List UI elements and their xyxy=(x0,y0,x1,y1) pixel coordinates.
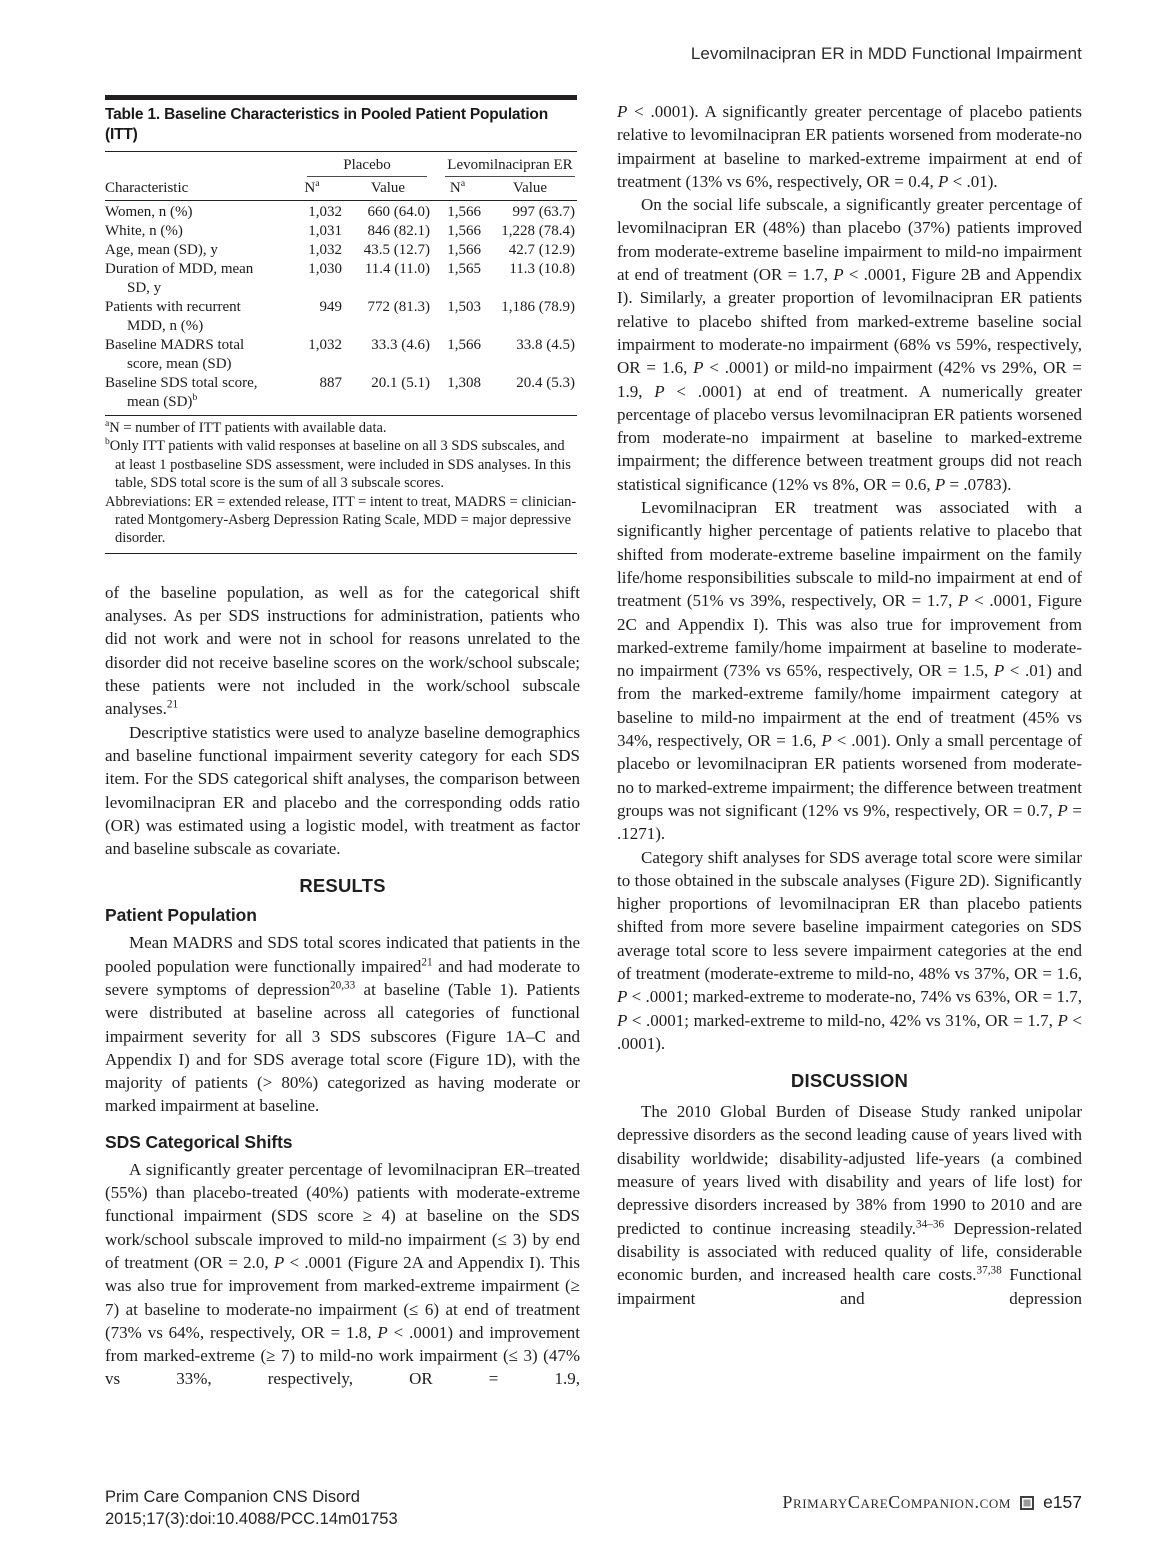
table-header-row xyxy=(105,177,577,201)
cell-placebo-value: 20.1 (5.1) xyxy=(371,375,430,391)
journal-doi: 2015;17(3):doi:10.4088/PCC.14m01753 xyxy=(105,1509,398,1528)
cell-placebo-value: 660 (64.0) xyxy=(367,204,430,220)
table-row xyxy=(105,374,577,412)
header-placebo-n: $N^a$ xyxy=(304,178,320,196)
paragraph-sds-shifts: A significantly greater percentage of levomilnacipran ER–treated (55%) than placebo-treated (40%) patients with moderate-extreme functional impairment (SDS score ≥ 4) at baseline on the SDS work/school subscale improved to mild-no impairment (≤ 3) by end of treatment (OR = 2.0, P < .0001 (Figure 2A and Appendix I). This was also true for improvement from marked-extreme impairment (≥ 7) at baseline to moderate-no impairment (≤ 6) at end of treatment (73% vs 64%, respectively, OR = 1.8, P < .0001) and improvement from marked-extreme (≥ 7) to mild-no work impairment (≤ 3) (47% vs 33%, respectively, OR = 1.9, xyxy=(105,1159,580,1389)
cell-lev-value: 997 (63.7) xyxy=(512,204,575,220)
cell-lev-value: 1,228 (78.4) xyxy=(501,223,575,239)
cell-characteristic: Patients with recurrent MDD, n (%) xyxy=(105,299,241,334)
page-number: e157 xyxy=(1043,1492,1082,1512)
cell-lev-n: 1,566 xyxy=(447,223,481,239)
running-head: Levomilnacipran ER in MDD Functional Impairment xyxy=(690,44,1082,63)
paragraph-category-shift: Category shift analyses for SDS average total score were similar to those obtained in the subscale analyses (Figure 2D). Significantly higher proportions of levomilnacipran ER than placebo patients shifted from more severe baseline impairment categories on SDS average total score to less severe impairment categories at the end of treatment (moderate-extreme to mild-no, 48% vs 37%, OR = 1.6, P < .0001; marked-extreme to moderate-no, 74% vs 63%, OR = 1.7, P < .0001; marked-extreme to mild-no, 42% vs 31%, OR = 1.7, P < .0001). xyxy=(617,847,1082,1053)
paragraph-patient-population: Mean MADRS and SDS total scores indicated that patients in the pooled population were functionally impaired$^{21}$ and had moderate to severe symptoms of depression$^{20,33}$ at baseline (Table 1). Patients were distributed at baseline across all categories of functional impairment severity for all 3 SDS subscores (Figure 1A–C and Appendix I) and for SDS average total score (Figure 1D), with the majority of patients (> 80%) categorized as having moderate or marked impairment at baseline. xyxy=(105,933,581,1116)
footer-journal-citation xyxy=(105,1487,398,1530)
cell-lev-value: 11.3 (10.8) xyxy=(509,261,575,277)
left-column xyxy=(105,95,580,1391)
column-group-levomilnacipran: Levomilnacipran ER xyxy=(445,156,575,177)
cell-placebo-n: 1,030 xyxy=(308,261,342,277)
cell-characteristic: Duration of MDD, mean SD, y xyxy=(105,261,254,296)
cell-placebo-n: 1,032 xyxy=(308,242,342,258)
spanner-spacer xyxy=(105,156,280,177)
header-characteristic: Characteristic xyxy=(105,180,189,196)
table-row xyxy=(105,241,577,260)
square-bullet-icon xyxy=(1020,1496,1034,1510)
patient-population-heading: Patient Population xyxy=(105,905,257,926)
table-1 xyxy=(105,95,577,554)
cell-lev-value: 1,186 (78.9) xyxy=(501,299,575,315)
header-placebo-value: Value xyxy=(370,180,406,196)
cell-placebo-value: 772 (81.3) xyxy=(367,299,430,315)
right-column xyxy=(617,100,1082,1310)
cell-lev-n: 1,308 xyxy=(447,375,481,391)
table-row xyxy=(105,260,577,298)
spacer xyxy=(105,554,580,581)
column-group-placebo: Placebo xyxy=(307,156,427,177)
cell-lev-n: 1,503 xyxy=(447,299,481,315)
footnote-b: $^b$Only ITT patients with valid responses at baseline on all 3 SDS subscales, and at least 1 postbaseline SDS assessment, were included in SDS analyses. In this table, SDS total score is the sum of all 3 subscale scores. xyxy=(105,436,571,492)
cell-lev-n: 1,566 xyxy=(447,204,481,220)
table-row xyxy=(105,222,577,241)
paragraph-discussion: The 2010 Global Burden of Disease Study ranked unipolar depressive disorders as the second leading cause of years lived with disability worldwide; disability-adjusted life-years (a combined measure of years lived with disability and years of life lost) for depressive disorders increased by 38% from 1990 to 2010 and are predicted to continue increasing steadily.$^{34-36}$ Depression-related disability is associated with reduced quality of life, considerable economic burden, and increased health care costs.$^{37,38}$ Functional impairment and depression xyxy=(617,1102,1083,1308)
cell-placebo-n: 1,031 xyxy=(308,223,342,239)
cell-placebo-value: 846 (82.1) xyxy=(367,223,430,239)
paragraph-social-life: On the social life subscale, a significantly greater percentage of levomilnacipran ER (48%) than placebo (37%) patients improved from moderate-extreme baseline impairment to mild-no impairment at end of treatment (OR = 1.7, P < .0001, Figure 2B and Appendix I). Similarly, a greater proportion of levomilnacipran ER patients relative to placebo shifted from marked-extreme baseline social impairment to moderate-no impairment (68% vs 59%, respectively, OR = 1.6, P < .0001) or mild-no impairment (42% vs 29%, OR = 1.9, P < .0001) at end of treatment. A numerically greater percentage of placebo versus levomilnacipran ER patients worsened from moderate-no impairment at baseline to marked-extreme impairment; the difference between treatment groups did not reach statistical significance (12% vs 8%, OR = 0.6, P = .0783). xyxy=(617,195,1083,494)
footnote-abbreviations: Abbreviations: ER = extended release, ITT = intent to treat, MADRS = clinician-rated Montgomery-Asberg Depression Rating Scale, MDD = major depressive disorder. xyxy=(105,493,577,547)
table-title: Table 1. Baseline Characteristics in Pooled Patient Population (ITT) xyxy=(105,100,577,152)
cell-characteristic: Age, mean (SD), y xyxy=(105,242,218,258)
paragraph-family-life: Levomilnacipran ER treatment was associated with a significantly higher percentage of patients relative to placebo that shifted from moderate-extreme baseline impairment on the family life/home responsibilities subscale to mild-no impairment at end of treatment (51% vs 39%, respectively, OR = 1.7, P < .0001, Figure 2C and Appendix I). This was also true for improvement from marked-extreme family/home impairment at baseline to moderate-no impairment (73% vs 65%, respectively, OR = 1.5, P < .01) and from the marked-extreme family/home impairment category at baseline to mild-no impairment at the end of treatment (45% vs 34%, respectively, OR = 1.6, P < .001). Only a small percentage of placebo or levomilnacipran ER patients worsened from moderate-no to marked-extreme impairment; the difference between treatment groups was not significant (12% vs 9%, respectively, OR = 0.7, P = .1271). xyxy=(617,498,1082,844)
sds-categorical-shifts-heading: SDS Categorical Shifts xyxy=(105,1131,293,1152)
cell-characteristic: Women, n (%) xyxy=(105,204,193,220)
cell-placebo-n: 1,032 xyxy=(308,204,342,220)
cell-lev-value: 20.4 (5.3) xyxy=(516,375,575,391)
cell-lev-n: 1,565 xyxy=(447,261,481,277)
paragraph-worsened: P < .0001). A significantly greater percentage of placebo patients relative to levomilnacipran ER patients worsened from moderate-no impairment at baseline to marked-extreme impairment at end of treatment (13% vs 6%, respectively, OR = 0.4, P < .01). xyxy=(617,102,1082,191)
journal-name: Prim Care Companion CNS Disord xyxy=(105,1488,360,1506)
results-heading: RESULTS xyxy=(299,875,386,897)
cell-characteristic: Baseline SDS total score, mean (SD)$^b$ xyxy=(105,375,258,410)
discussion-heading: DISCUSSION xyxy=(790,1070,909,1092)
cell-placebo-value: 43.5 (12.7) xyxy=(363,242,430,258)
table-spanner-row xyxy=(105,152,577,177)
cell-placebo-value: 33.3 (4.6) xyxy=(371,337,430,353)
cell-placebo-value: 11.4 (11.0) xyxy=(364,261,430,277)
paragraph-descriptive-statistics: Descriptive statistics were used to analyze baseline demographics and baseline functional impairment severity category for each SDS item. For the SDS categorical shift analyses, the comparison between levomilnacipran ER and placebo and the corresponding odds ratio (OR) was estimated using a logistic model, with treatment as factor and baseline subscale as covariate. xyxy=(105,722,580,859)
cell-lev-value: 33.8 (4.5) xyxy=(516,337,575,353)
footnote-a: $^a$N = number of ITT patients with available data. xyxy=(105,418,387,436)
cell-lev-n: 1,566 xyxy=(447,337,481,353)
cell-placebo-n: 949 xyxy=(319,299,342,315)
table-body xyxy=(105,201,577,415)
table-row xyxy=(105,298,577,336)
cell-characteristic: Baseline MADRS total score, mean (SD) xyxy=(105,337,245,372)
table-row xyxy=(105,336,577,374)
paragraph-methods-continuation: of the baseline population, as well as for the categorical shift analyses. As per SDS instructions for administration, patients who did not work and were not in school for reasons unrelated to the disorder did not receive baseline scores on the work/school subscale; these patients were not included in the work/school subscale analyses.$^{21}$ xyxy=(105,582,580,719)
header-lev-value: Value xyxy=(512,180,548,196)
cell-lev-n: 1,566 xyxy=(447,242,481,258)
header-lev-n: $N^a$ xyxy=(449,178,466,196)
site-name: PrimaryCareCompanion.com xyxy=(782,1492,1012,1512)
footer-site-page xyxy=(782,1492,1082,1513)
cell-characteristic: White, n (%) xyxy=(105,223,183,239)
table-row xyxy=(105,203,577,222)
cell-lev-value: 42.7 (12.9) xyxy=(508,242,575,258)
cell-placebo-n: 887 xyxy=(319,375,342,391)
cell-placebo-n: 1,032 xyxy=(308,337,342,353)
table-footnotes xyxy=(105,415,577,554)
